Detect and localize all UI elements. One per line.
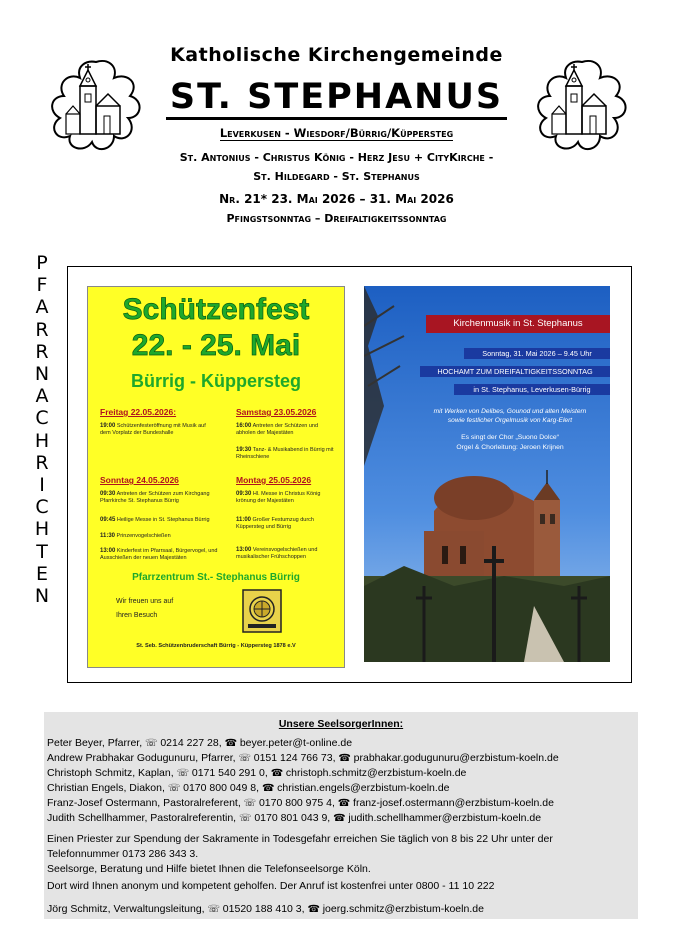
poster-welcome: Wir freuen uns auf Ihren Besuch [116, 598, 174, 619]
side-letter: N [34, 585, 50, 608]
side-letter: R [35, 451, 49, 474]
side-letter: C [35, 407, 49, 430]
poster-place: Bürrig - Küppersteg [130, 371, 301, 391]
poster-event: 09:45 Heilige Messe in St. Stephanus Bürrig [100, 517, 210, 523]
side-letter: P [36, 252, 48, 274]
email-link[interactable]: judith.schellhammer@erzbistum-koeln.de [348, 812, 542, 824]
email-link[interactable]: prabhakar.godugunuru@erzbistum-koeln.de [353, 752, 559, 764]
side-letter: A [35, 385, 49, 408]
locations-text: Leverkusen - Wiesdorf/Bürrig/Küppersteg [219, 126, 454, 140]
email-link[interactable]: franz-josef.ostermann@erzbistum-koeln.de [353, 797, 554, 809]
contact-row: Judith Schellhammer, Pastoralreferentin, ☏ 0170 801 043 9, ☎ judith.schellhammer@erzbistum-koeln.de [47, 812, 542, 824]
side-letter: F [36, 274, 48, 297]
poster-event: 09:30 Hl. Messe in Christus König krönung der Majestäten [236, 491, 321, 504]
music-date: Sonntag, 31. Mai 2026 – 9.45 Uhr [464, 348, 610, 359]
side-letter: N [34, 363, 50, 386]
music-location: in St. Stephanus, Leverkusen-Bürrig [454, 384, 610, 395]
music-title: Kirchenmusik in St. Stephanus [426, 315, 610, 333]
side-letter: E [35, 562, 48, 585]
telephone-icon: ☏ [176, 768, 192, 779]
poster-event: 13:00 Vereinsvogelschießen und musikalischer Frühschoppen [236, 547, 318, 560]
parish-org-name: Katholische Kirchengemeinde [170, 44, 503, 66]
side-letter: H [34, 429, 50, 452]
poster-event: 11:00 Großer Festumzug durch Küppersteg und Bürrig [236, 517, 314, 530]
contact-row: Christoph Schmitz, Kaplan, ☏ 0171 540 291 0, ☎ christoph.schmitz@erzbistum-koeln.de [47, 767, 467, 779]
parish-logo-left [48, 56, 144, 156]
feast-line: Pfingstsonntag – Dreifaltigkeitssonntag [226, 212, 447, 225]
schuetzenfest-poster [87, 286, 345, 668]
music-works-1: mit Werken von Delibes, Gounod und alten Meistern [433, 408, 587, 415]
side-letter: C [35, 496, 49, 519]
vertical-side-title [28, 252, 56, 607]
fax-phone-icon: ☎ [224, 738, 240, 749]
email-link[interactable]: christoph.schmitz@erzbistum-koeln.de [285, 767, 467, 779]
music-hochamt: HOCHAMT ZUM DREIFALTIGKEITSSONNTAG [420, 366, 610, 377]
music-works-2: sowie festlicher Orgelmusik von Karg-Elert [447, 417, 573, 424]
pastoral-contacts [44, 712, 638, 919]
brotherhood-emblem-icon [242, 589, 282, 633]
fax-phone-icon: ☎ [307, 904, 323, 915]
church-music-photo [364, 286, 610, 662]
contact-row: Peter Beyer, Pfarrer, ☏ 0214 227 28, ☎ beyer.peter@t-online.de [47, 737, 353, 749]
side-letter: R [35, 318, 49, 341]
side-letter: A [35, 296, 49, 319]
fax-phone-icon: ☎ [338, 753, 354, 764]
email-link[interactable]: beyer.peter@t-online.de [239, 737, 353, 749]
parish-logo-right [534, 56, 630, 156]
poster-day-label: Freitag 22.05.2026: [100, 407, 177, 417]
poster-event: 13:00 Kinderfest im Pfarrsaal, Bürgervogel, und Ausschießen der neuen Majestäten [100, 548, 218, 561]
contact-row: Andrew Prabhakar Godugunuru, Pfarrer, ☏ 0151 124 766 73, ☎ prabhakar.godugunuru@erzbistum-koeln.de [47, 752, 559, 764]
poster-event: 19:30 Tanz- & Musikabend in Bürrig mit Rheinschiene [236, 447, 334, 460]
fax-phone-icon: ☎ [333, 813, 349, 824]
telephone-icon: ☏ [238, 753, 254, 764]
poster-day-label: Sonntag 24.05.2026 [100, 475, 179, 485]
churches-line-2: St. Hildegard - St. Stephanus [253, 170, 420, 183]
fax-phone-icon: ☎ [270, 768, 286, 779]
telephone-icon: ☏ [243, 798, 259, 809]
contacts-heading: Unsere SeelsorgerInnen: [278, 718, 404, 730]
poster-dates: 22. - 25. Mai [131, 329, 301, 362]
telephone-icon: ☏ [239, 813, 255, 824]
music-choir: Es singt der Chor „Suono Dolce“ [461, 434, 559, 441]
email-link[interactable]: christian.engels@erzbistum-koeln.de [277, 782, 450, 794]
telephone-icon: ☏ [145, 738, 161, 749]
emergency-notice-1: Einen Priester zur Spendung der Sakramente in Todesgefahr erreichen Sie täglich von 8 bis 22 Uhr unter der [47, 833, 553, 845]
church-photo-image [364, 286, 610, 662]
fax-phone-icon: ☎ [337, 798, 354, 809]
side-letter: T [36, 540, 48, 563]
contact-row: Franz-Josef Ostermann, Pastoralreferent, ☏ 0170 800 975 4, ☎ franz-josef.ostermann@erzbistum-koeln.de [47, 797, 554, 809]
poster-organizer: St. Seb. Schützenbruderschaft Bürrig - Küppersteg 1878 e.V [136, 643, 296, 649]
telephone-icon: ☏ [167, 783, 184, 794]
title-text: ST. STEPHANUS [166, 77, 507, 120]
poster-day-label: Samstag 23.05.2026 [236, 407, 317, 417]
telephone-icon: ☏ [207, 904, 223, 915]
music-organ: Orgel & Chorleitung: Jeroen Krijnen [456, 444, 564, 451]
side-letter: R [35, 340, 49, 363]
poster-event: 11:30 Prinzenvogelschießen [100, 533, 171, 539]
poster-venue: Pfarrzentrum St.- Stephanus Bürrig [132, 572, 300, 583]
email-link[interactable]: joerg.schmitz@erzbistum-koeln.de [322, 903, 484, 915]
contact-row: Christian Engels, Diakon, ☏ 0170 800 049 8, ☎ christian.engels@erzbistum-koeln.de [47, 782, 450, 794]
poster-title: Schützenfest [122, 293, 310, 326]
issue-line: Nr. 21* 23. Mai 2026 – 31. Mai 2026 [219, 192, 454, 206]
emergency-notice-3: Seelsorge, Beratung und Hilfe bietet Ihnen die Telefonseelsorge Köln. [47, 863, 371, 875]
side-letter: H [34, 518, 50, 541]
poster-event: 19:00 Schützenfesteröffnung mit Musik auf dem Vorplatz der Bundeshalle [100, 423, 206, 436]
emergency-notice-4: Dort wird Ihnen anonym und kompetent geholfen. Der Anruf ist kostenfrei unter 0800 - 11 10 222 [47, 880, 495, 892]
admin-contact-row: Jörg Schmitz, Verwaltungsleitung, ☏ 01520 188 410 3, ☎ joerg.schmitz@erzbistum-koeln.de [47, 903, 484, 915]
churches-line-1: St. Antonius - Christus König - Herz Jesu + CityKirche - [179, 151, 494, 164]
poster-event: 16:00 Antreten der Schützen und abholen der Majestäten [236, 423, 319, 436]
poster-event: 09:30 Antreten der Schützen zum Kirchgang Pfarrkirche St. Stephanus Bürrig [100, 491, 210, 504]
emergency-notice-2: Telefonnummer 0173 286 343 3. [47, 848, 199, 860]
fax-phone-icon: ☎ [261, 783, 278, 794]
poster-day-label: Montag 25.05.2026 [236, 475, 312, 485]
side-letter: I [39, 474, 45, 497]
